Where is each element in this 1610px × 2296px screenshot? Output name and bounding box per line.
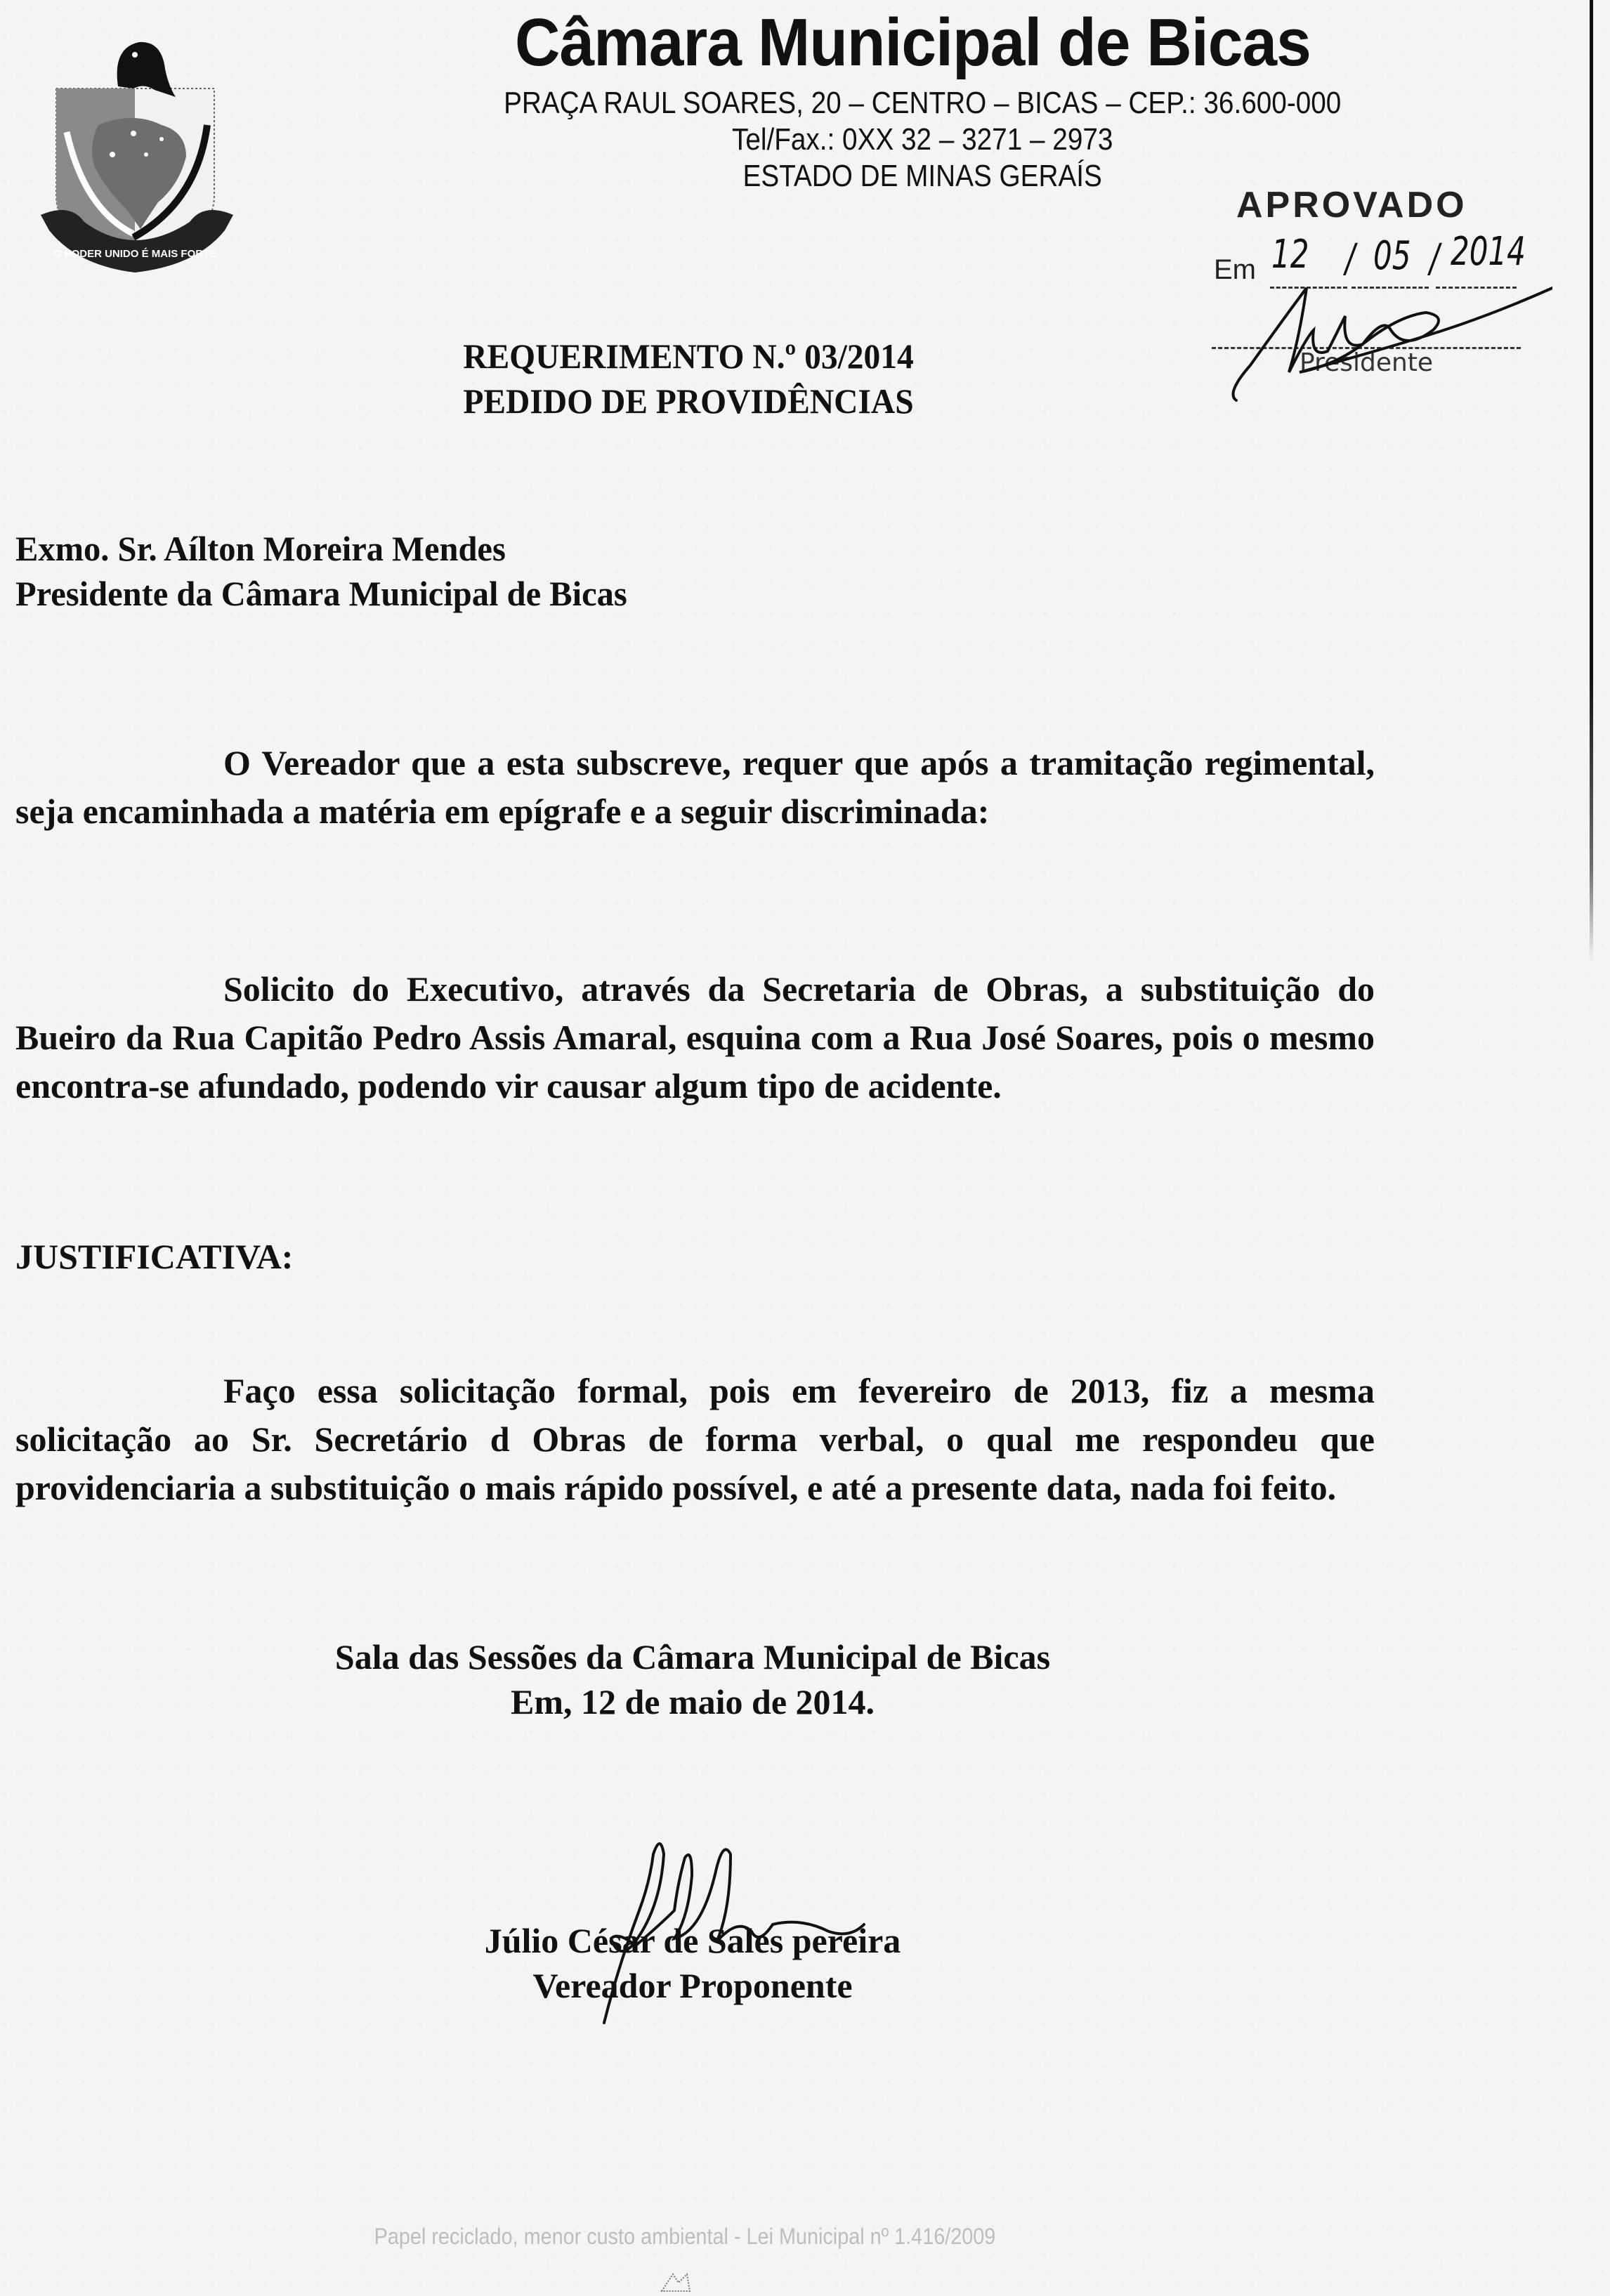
signer-role: Vereador Proponente [532, 1966, 853, 2005]
closing-date: Em, 12 de maio de 2014. [510, 1682, 875, 1721]
signer-name: Júlio César de Sales pereira [484, 1921, 901, 1960]
document-subtitle: PEDIDO DE PROVIDÊNCIAS [463, 381, 914, 421]
institution-address: PRAÇA RAUL SOARES, 20 – CENTRO – BICAS – CEP.: 36.600-000 [504, 86, 1342, 120]
approval-date-month: 05 [1373, 233, 1411, 279]
approval-role: Presidente [1300, 348, 1434, 377]
approval-date-prefix: Em [1214, 254, 1256, 285]
justification-heading: JUSTIFICATIVA: [15, 1237, 294, 1276]
approval-date-separator: / [1429, 236, 1440, 282]
approval-date-day: 12 [1271, 232, 1309, 277]
approval-date-separator: / [1345, 236, 1356, 282]
addressee-name: Exmo. Sr. Aílton Moreira Mendes [15, 529, 506, 568]
recycling-mark-icon [659, 2271, 693, 2292]
intro-paragraph: O Vereador que a esta subscreve, requer que após a tramitação regimental, seja encaminhada a matéria em epígrafe e a seguir discriminada: [15, 743, 1375, 831]
approval-date-year: 2014 [1451, 229, 1526, 275]
closing-place: Sala das Sessões da Câmara Municipal de Bicas [334, 1637, 1051, 1677]
scan-border-line [1590, 0, 1593, 962]
institution-phone: Tel/Fax.: 0XX 32 – 3271 – 2973 [731, 122, 1113, 157]
approval-status: APROVADO [1236, 185, 1467, 225]
recycled-paper-note: Papel reciclado, menor custo ambiental - Lei Municipal nº 1.416/2009 [374, 2224, 996, 2249]
institution-state: ESTADO DE MINAS GERAÍS [742, 159, 1102, 193]
institution-name: Câmara Municipal de Bicas [515, 5, 1311, 80]
addressee-title: Presidente da Câmara Municipal de Bicas [15, 574, 627, 613]
document-title: REQUERIMENTO N.º 03/2014 [463, 336, 914, 376]
request-paragraph: Solicito do Executivo, através da Secretaria de Obras, a substituição do Bueiro da Rua Capitão Pedro Assis Amaral, esquina com a Rua José Soares, pois o mesmo encontra-se afundado, podendo vir causar algum tipo de acidente. [15, 969, 1375, 1106]
crest-motto: O PODER UNIDO É MAIS FORTE [53, 248, 217, 260]
president-signature-icon [1222, 274, 1552, 407]
justification-paragraph: Faço essa solicitação formal, pois em fevereiro de 2013, fiz a mesma solicitação ao Sr. Secretário d Obras de forma verbal, o qual me respondeu que providenciaria a substituição o mais rápido possível, e até a presente data, nada foi feito. [15, 1371, 1375, 1507]
